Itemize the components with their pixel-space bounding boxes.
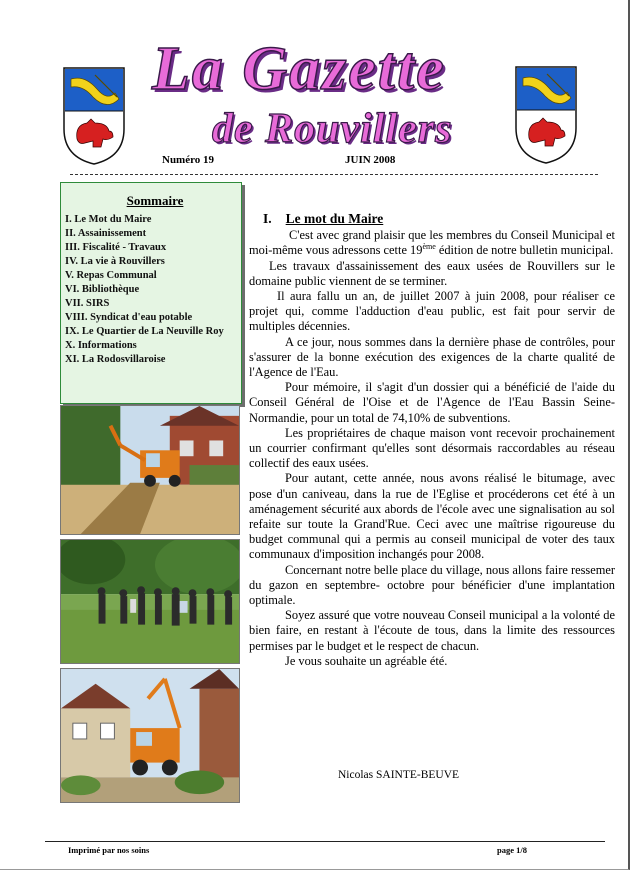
signature: Nicolas SAINTE-BEUVE [338, 769, 460, 781]
photo-houses-excavator [60, 668, 240, 803]
article-paragraph: Soyez assuré que votre nouveau Conseil municipal a la volonté de bien faire, en restant à l'écoute de tous, dans la limite des ressources permises par le budget et le respect de chacun. [249, 608, 615, 653]
sommaire-item: IX. Le Quartier de La Neuville Roy [65, 326, 224, 337]
sommaire-title: Sommaire [126, 193, 184, 208]
article-paragraph: Pour mémoire, il s'agit d'un dossier qui a bénéficié de l'aide du Conseil Général de l'Oise et de l'Agence de l'Eau Bassin Seine-Normandie, pour un total de 74,10% de subventions. [249, 380, 615, 425]
footer-printed-by: Imprimé par nos soins [68, 845, 150, 855]
issue-number: Numéro 19 [162, 154, 215, 166]
header-divider [70, 174, 598, 175]
article-mot-du-maire [249, 211, 615, 669]
gazette-title: La Gazette [152, 35, 446, 103]
article-heading [263, 211, 615, 226]
photo-roadworks [60, 405, 240, 535]
article-paragraph: Concernant notre belle place du village, nous allons faire ressemer du gazon en septembre- octobre pour bénéficier d'une implantation optimale. [249, 562, 615, 608]
sommaire-item: XI. La Rodosvillaroise [65, 354, 166, 365]
coat-of-arms-right [515, 66, 577, 164]
sommaire-item: X. Informations [65, 340, 137, 351]
article-paragraph: A ce jour, nous sommes dans la dernière phase de contrôles, pour s'assurer de la bonne exécution des exigences de la charte qualité de l'Agence de l'Eau. [249, 334, 615, 380]
sommaire-item: III. Fiscalité - Travaux [65, 242, 167, 253]
sommaire-box [60, 182, 242, 404]
footer-page-number: page 1/8 [497, 845, 527, 855]
article-paragraph: Je vous souhaite un agréable été. [285, 653, 448, 668]
footer-divider [45, 841, 605, 842]
sommaire-item: V. Repas Communal [65, 270, 157, 281]
article-paragraph: Les travaux d'assainissement des eaux usées de Rouvillers sur le domaine public viennent de se terminer. [249, 258, 615, 288]
article-paragraph: Les propriétaires de chaque maison vont recevoir prochainement un courrier confirmant qu'elles sont désormais raccordables au réseau collectif des eaux usées. [249, 425, 615, 471]
article-paragraph: C'est avec grand plaisir que les membres du Conseil Municipal et moi-même vous adressons cette 19ème édition de notre bulletin municipal. [249, 228, 615, 258]
sommaire-item: VI. Bibliothèque [65, 284, 140, 295]
sommaire-item: I. Le Mot du Maire [65, 214, 152, 225]
photo-village-gathering [60, 539, 240, 664]
article-heading-text: Le mot du Maire [285, 211, 384, 226]
sommaire-item: II. Assainissement [65, 228, 147, 239]
article-paragraph: Il aura fallu un an, de juillet 2007 à juin 2008, pour réaliser ce projet qui, comme l'adduction d'eau public, est fait pour servir de multiples décennies. [249, 289, 615, 334]
article-paragraph: Pour autant, cette année, nous avons réalisé le bitumage, avec pose d'un caniveau, dans la rue de l'Eglise et procéderons cet été à un aménagement sécurité aux abords de l'école avec une signalisation au sol refaite sur toute la Grand'Rue. Ceci avec une maîtrise rigoureuse du budget communal qui a permis au conseil municipal de voter des taux communaux d'imposition inchangés pour 2008. [249, 471, 615, 562]
coat-of-arms-left [63, 67, 125, 165]
article-heading-number: I. [263, 211, 272, 226]
gazette-subtitle: de Rouvillers [212, 106, 453, 152]
sommaire-item: IV. La vie à Rouvillers [65, 256, 165, 267]
sommaire-item: VII. SIRS [65, 298, 110, 309]
issue-date: JUIN 2008 [345, 154, 396, 166]
sommaire-list [65, 213, 235, 367]
sommaire-item: VIII. Syndicat d'eau potable [65, 312, 193, 323]
